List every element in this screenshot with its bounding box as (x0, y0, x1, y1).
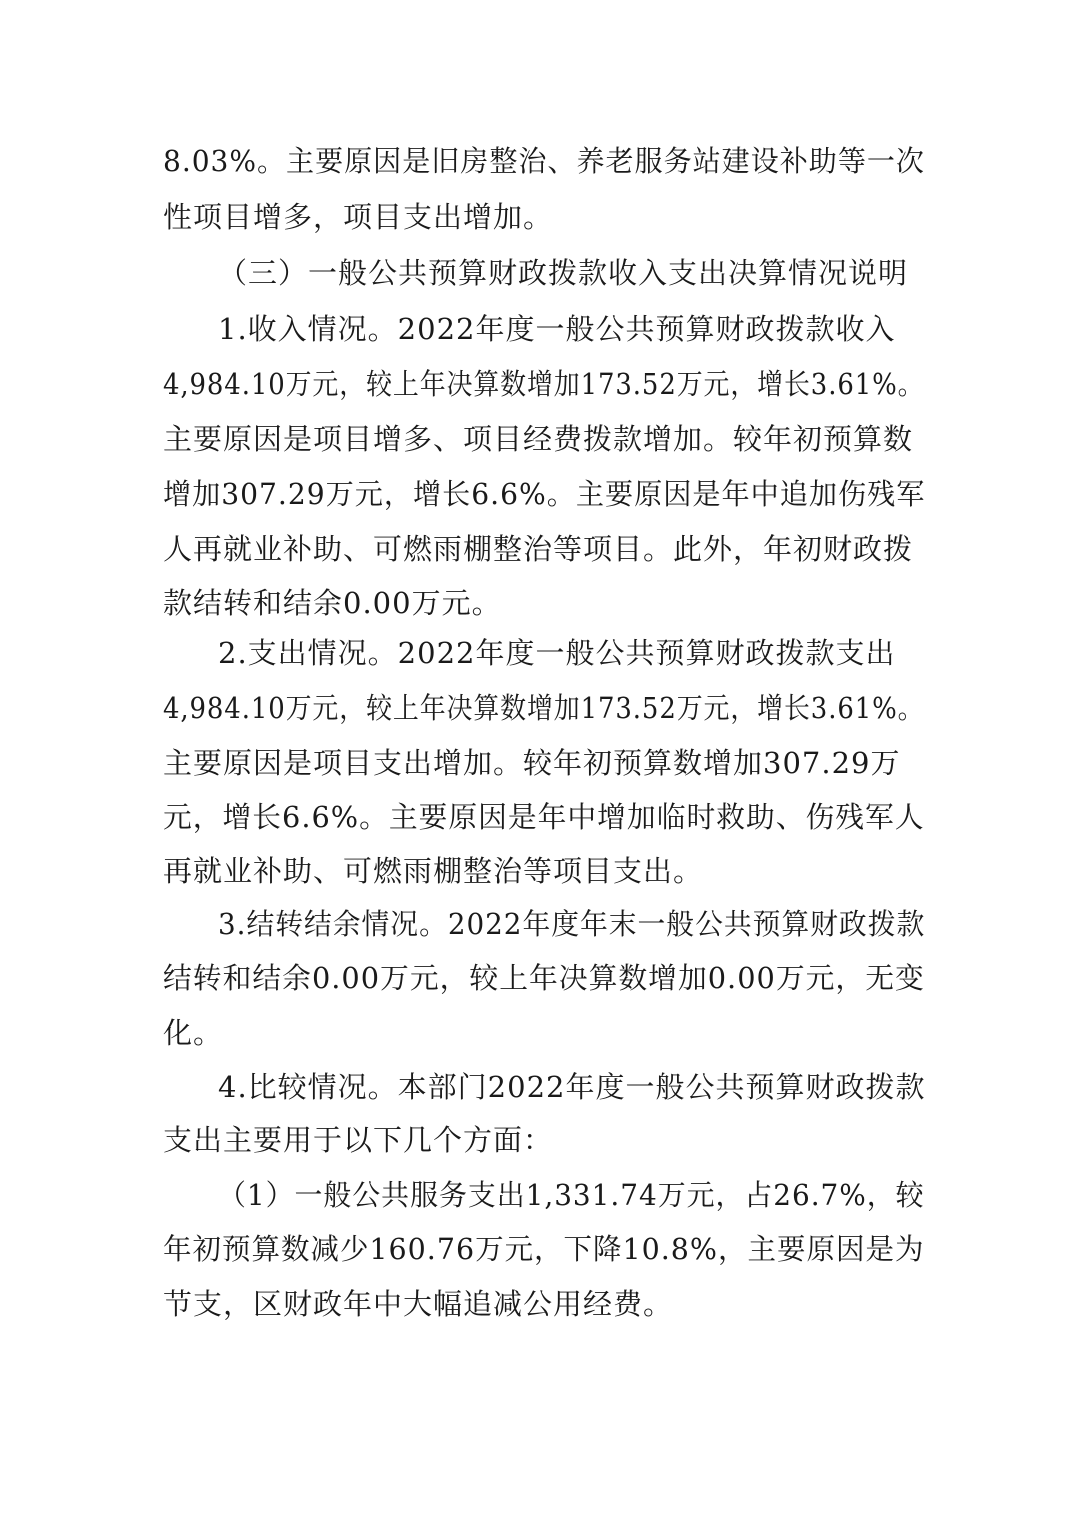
text-line: 4.比较情况。本部门2022年度一般公共预算财政拨款 (218, 1070, 926, 1104)
text-line: 4,984.10万元，较上年决算数增加173.52万元，增长3.61%。 (163, 367, 925, 401)
text-line: 主要原因是项目增多、项目经费拨款增加。较年初预算数 (163, 422, 914, 456)
text-line: 化。 (163, 1016, 224, 1050)
text-line: 支出主要用于以下几个方面： (163, 1123, 554, 1157)
text-line: 8.03%。主要原因是旧房整治、养老服务站建设补助等一次 (163, 144, 925, 178)
section-heading: （三）一般公共预算财政拨款收入支出决算情况说明 (218, 256, 909, 290)
text-line: 年初预算数减少160.76万元，下降10.8%，主要原因是为 (163, 1232, 925, 1266)
text-line: 再就业补助、可燃雨棚整治等项目支出。 (163, 854, 704, 888)
text-line: 结转和结余0.00万元，较上年决算数增加0.00万元，无变 (163, 961, 925, 995)
text-line: 3.结转结余情况。2022年度年末一般公共预算财政拨款 (218, 907, 926, 941)
text-line: 元，增长6.6%。主要原因是年中增加临时救助、伤残军人 (163, 800, 925, 834)
text-line: 人再就业补助、可燃雨棚整治等项目。此外，年初财政拨 (163, 532, 914, 566)
text-line: 款结转和结余0.00万元。 (163, 586, 502, 620)
text-line: 4,984.10万元，较上年决算数增加173.52万元，增长3.61%。 (163, 691, 925, 725)
text-line: 主要原因是项目支出增加。较年初预算数增加307.29万 (163, 746, 901, 780)
text-line: （1）一般公共服务支出1,331.74万元，占26.7%，较 (218, 1178, 925, 1212)
text-line: 性项目增多，项目支出增加。 (163, 200, 554, 234)
text-line: 增加307.29万元，增长6.6%。主要原因是年中追加伤残军 (163, 477, 926, 511)
text-line: 2.支出情况。2022年度一般公共预算财政拨款支出 (218, 636, 896, 670)
text-line: 1.收入情况。2022年度一般公共预算财政拨款收入 (218, 312, 896, 346)
text-line: 节支，区财政年中大幅追减公用经费。 (163, 1287, 674, 1321)
